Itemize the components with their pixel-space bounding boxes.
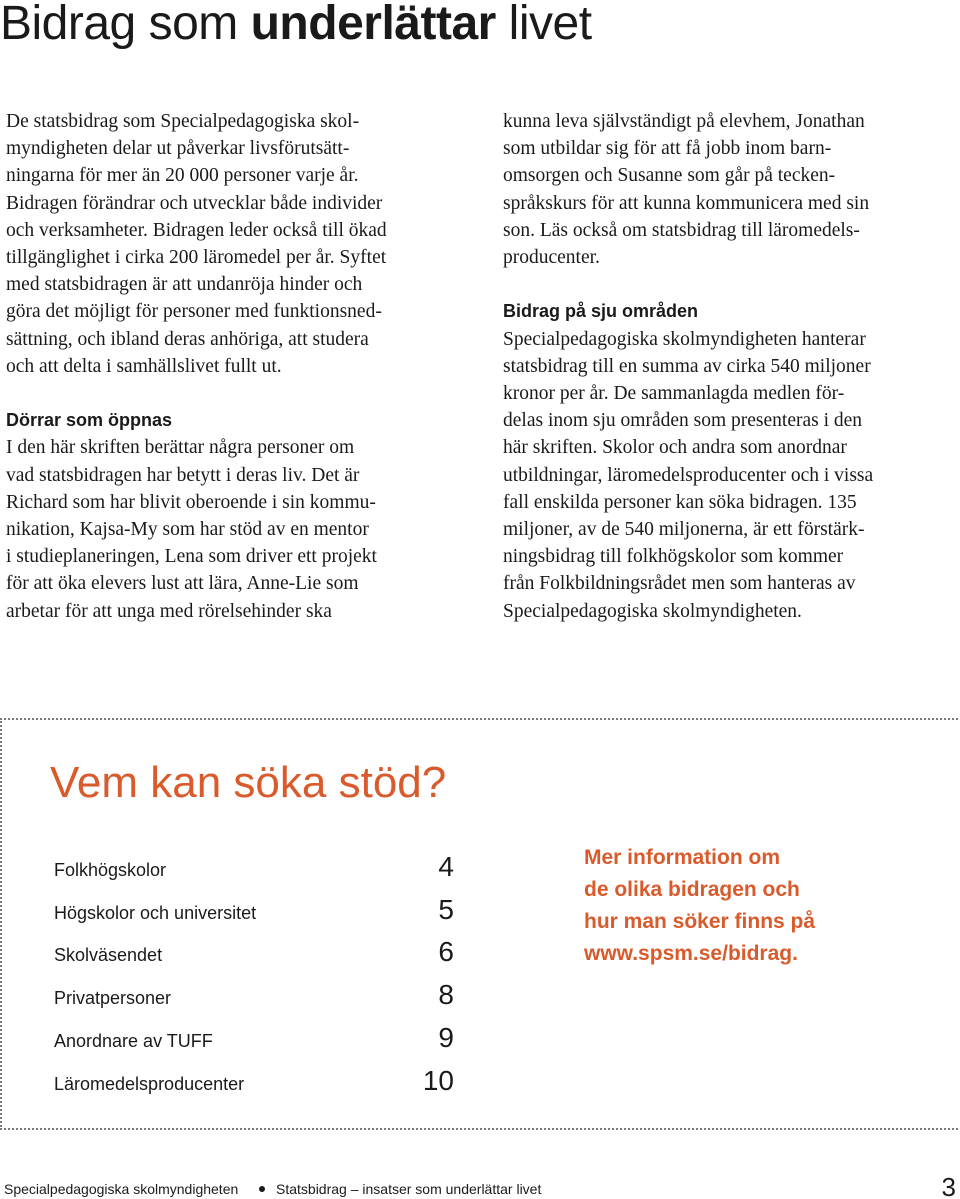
right-column (503, 108, 955, 625)
text-line: ningsbidrag till folkhögskolor som kommer (503, 546, 844, 568)
text-line: från Folkbildningsrådet men som hanteras av (503, 573, 856, 595)
page-footer (4, 1172, 956, 1199)
text-line: tillgänglighet i cirka 200 läromedel per år. Syftet (6, 247, 387, 269)
text-line: kunna leva självständigt på elevhem, Jonathan (503, 111, 865, 132)
info-box-title: Vem kan söka stöd? (50, 758, 447, 807)
text-line: nikation, Kajsa-My som har stöd av en mentor (6, 519, 369, 541)
toc-page-number: 10 (422, 1064, 454, 1096)
paragraph-gap (6, 380, 452, 407)
footer-publication: Statsbidrag – insatser som underlättar livet (276, 1181, 542, 1197)
info-line: de olika bidragen och (584, 878, 800, 901)
text-line: I den här skriften berättar några personer om (6, 437, 355, 459)
toc-row-skolvasendet[interactable] (54, 924, 454, 967)
left-column (6, 108, 452, 625)
text-line: med statsbidragen är att undanröja hinder och (6, 274, 363, 296)
text-line: göra det möjligt för personer med funktionsned- (6, 301, 382, 323)
areas-paragraph (503, 326, 955, 625)
footer-page-number: 3 (941, 1172, 956, 1199)
text-line: Richard som har blivit oberoende i sin kommu- (6, 491, 376, 513)
text-line: för att öka elevers lust att lära, Anne-Lie som (6, 573, 359, 595)
toc-row-hogskolor[interactable] (54, 881, 454, 924)
toc-page-number: 9 (438, 1021, 454, 1053)
subheading-dorrar: Dörrar som öppnas (6, 410, 173, 431)
text-line: och verksamheter. Bidragen leder också till ökad (6, 219, 387, 241)
toc-page-number: 4 (438, 850, 454, 882)
toc-row-privatpersoner[interactable] (54, 966, 454, 1009)
toc-page-number: 5 (438, 893, 454, 925)
page-title-end: livet (495, 0, 592, 50)
text-line: kronor per år. De sammanlagda medlen för- (503, 383, 845, 405)
toc-label: Skolväsendet (54, 945, 163, 966)
page-title-start: Bidrag som (0, 0, 251, 50)
text-line: arbetar för att unga med rörelsehinder ska (6, 600, 332, 622)
text-line: Bidragen förändrar och utvecklar både individer (6, 192, 383, 214)
page-title (0, 0, 592, 51)
text-line: språkskurs för att kunna kommunicera med sin (503, 192, 870, 214)
page-title-emphasis: underlättar (250, 0, 496, 50)
text-line: Specialpedagogiska skolmyndigheten. (503, 600, 802, 622)
footer-organization: Specialpedagogiska skolmyndigheten (4, 1181, 239, 1197)
text-line: son. Läs också om statsbidrag till läromedels- (503, 219, 860, 241)
toc-label: Högskolor och universitet (54, 902, 257, 923)
toc-page-number: 8 (438, 979, 454, 1011)
text-line: delas inom sju områden som presenteras i den (503, 410, 863, 432)
toc-page-number: 6 (438, 936, 454, 968)
table-of-contents (54, 838, 454, 1095)
text-line: sättning, och ibland deras anhöriga, att studera (6, 328, 369, 350)
info-link[interactable]: www.spsm.se/bidrag. (584, 942, 798, 965)
bullet-separator-icon (259, 1186, 265, 1192)
subheading-bidrag: Bidrag på sju områden (503, 301, 699, 322)
text-line: fall enskilda personer kan söka bidragen. 135 (503, 491, 857, 513)
info-line: Mer information om (584, 846, 781, 869)
paragraph-gap (503, 271, 955, 298)
intro-paragraph (6, 108, 452, 380)
text-line: utbildningar, läromedelsproducenter och i vissa (503, 464, 874, 486)
toc-row-laromedelsproducenter[interactable] (54, 1052, 454, 1095)
text-line: Specialpedagogiska skolmyndigheten hanterar (503, 328, 866, 350)
stories-paragraph (6, 434, 452, 624)
text-line: i studieplaneringen, Lena som driver ett projekt (6, 546, 377, 568)
text-line: ningarna för mer än 20 000 personer varje år. (6, 165, 359, 187)
more-info-callout (584, 842, 815, 970)
text-line: vad statsbidragen har betytt i deras liv. Det är (6, 464, 360, 486)
info-line: hur man söker finns på (584, 910, 816, 933)
text-line: som utbildar sig för att få jobb inom barn- (503, 138, 832, 160)
text-line: omsorgen och Susanne som går på tecken- (503, 165, 836, 187)
toc-label: Läromedelsproducenter (54, 1073, 245, 1094)
stories-continued-paragraph (503, 108, 955, 271)
text-line: producenter. (503, 247, 600, 269)
toc-label: Anordnare av TUFF (54, 1030, 213, 1051)
toc-label: Folkhögskolor (54, 859, 167, 880)
toc-row-tuff[interactable] (54, 1009, 454, 1052)
text-line: myndigheten delar ut påverkar livsförutsätt- (6, 138, 350, 160)
toc-row-folkhogskolor[interactable] (54, 838, 454, 881)
text-line: De statsbidrag som Specialpedagogiska skol- (6, 111, 360, 132)
text-line: och att delta i samhällslivet fullt ut. (6, 355, 282, 377)
text-line: statsbidrag till en summa av cirka 540 miljoner (503, 355, 871, 377)
text-line: miljoner, av de 540 miljonerna, är ett förstärk- (503, 519, 865, 541)
text-line: här skriften. Skolor och andra som anordnar (503, 437, 847, 459)
toc-label: Privatpersoner (54, 988, 172, 1009)
